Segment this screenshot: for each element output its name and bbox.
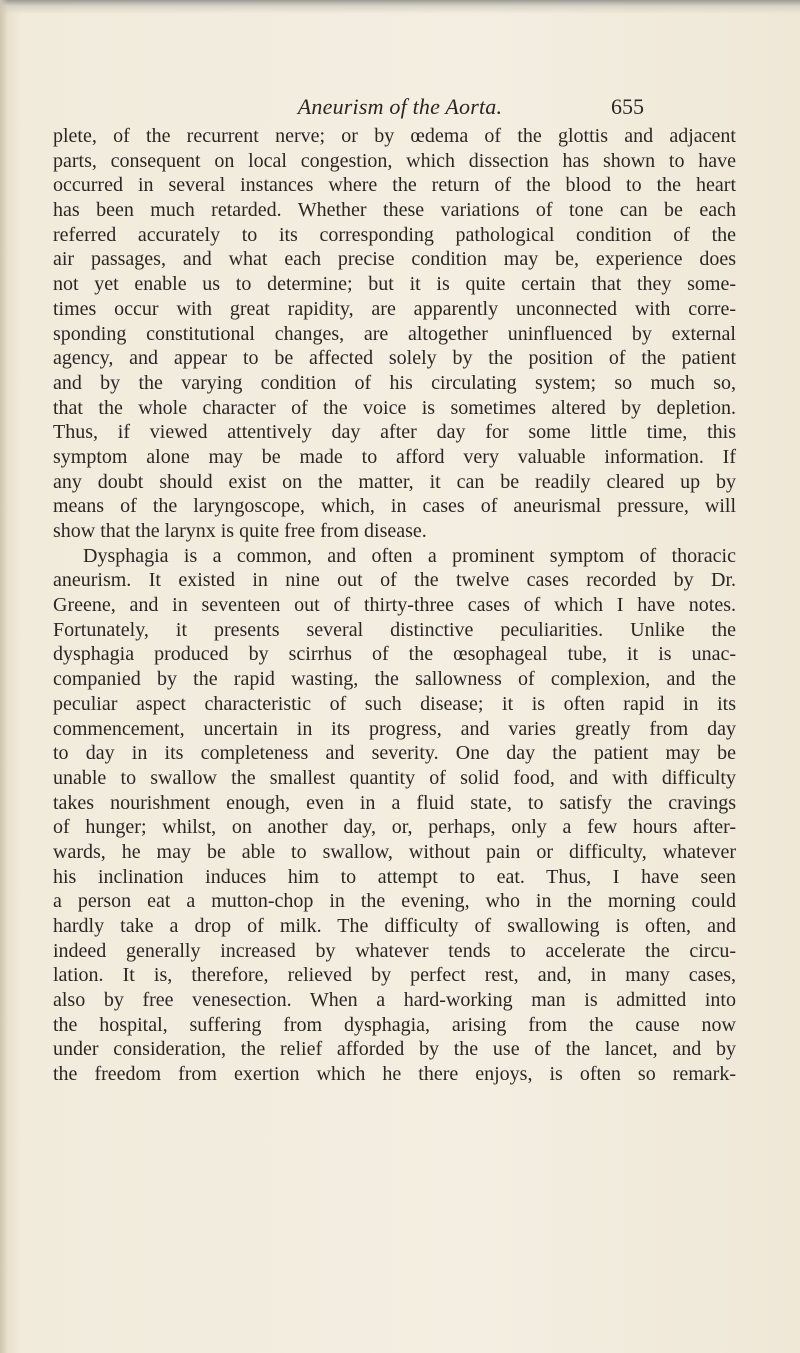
page-top-edge-shadow bbox=[0, 0, 800, 14]
text-line: a person eat a mutton-chop in the evening, who in the morning could bbox=[53, 890, 736, 913]
page-binding-edge bbox=[0, 0, 8, 1353]
text-line: that the whole character of the voice is sometimes altered by depletion. bbox=[53, 396, 736, 419]
text-line: Greene, and in seventeen out of thirty-three cases of which I have notes. bbox=[53, 594, 736, 617]
text-line: Dysphagia is a common, and often a prominent symptom of thoracic bbox=[83, 544, 736, 567]
text-line: his inclination induces him to attempt to eat. Thus, I have seen bbox=[53, 865, 736, 888]
text-line: plete, of the recurrent nerve; or by œdema of the glottis and adjacent bbox=[53, 125, 736, 147]
running-title: Aneurism of the Aorta. bbox=[297, 94, 503, 119]
text-line: companied by the rapid wasting, the sallowness of complexion, and the bbox=[53, 668, 736, 691]
running-head bbox=[0, 94, 800, 124]
text-line: parts, consequent on local congestion, which dissection has shown to have bbox=[53, 149, 736, 172]
text-line: lation. It is, therefore, relieved by perfect rest, and, in many cases, bbox=[53, 964, 736, 987]
text-line: the freedom from exertion which he there enjoys, is often so remark- bbox=[53, 1063, 736, 1086]
text-line: and by the varying condition of his circulating system; so much so, bbox=[53, 371, 736, 394]
text-line: symptom alone may be made to afford very valuable information. If bbox=[53, 445, 736, 468]
text-line: air passages, and what each precise condition may be, experience does bbox=[53, 248, 736, 271]
text-line: of hunger; whilst, on another day, or, perhaps, only a few hours after- bbox=[53, 816, 736, 839]
text-line: indeed generally increased by whatever tends to accelerate the circu- bbox=[53, 939, 736, 962]
text-line: takes nourishment enough, even in a fluid state, to satisfy the cravings bbox=[53, 791, 736, 814]
text-line: Fortunately, it presents several distinctive peculiarities. Unlike the bbox=[53, 618, 736, 641]
text-line: unable to swallow the smallest quantity of solid food, and with difficulty bbox=[53, 766, 736, 789]
text-line: under consideration, the relief afforded by the use of the lancet, and by bbox=[53, 1038, 736, 1061]
text-line: has been much retarded. Whether these variations of tone can be each bbox=[53, 199, 736, 222]
text-line: aneurism. It existed in nine out of the twelve cases recorded by Dr. bbox=[53, 569, 736, 592]
text-line: peculiar aspect characteristic of such disease; it is often rapid in its bbox=[53, 692, 736, 715]
text-line: also by free venesection. When a hard-working man is admitted into bbox=[53, 989, 736, 1012]
body-text bbox=[53, 124, 736, 1087]
text-line: means of the laryngoscope, which, in cases of aneurismal pressure, will bbox=[53, 495, 736, 518]
text-line: referred accurately to its corresponding pathological condition of the bbox=[53, 223, 736, 246]
text-line: sponding constitutional changes, are altogether uninfluenced by external bbox=[53, 322, 736, 345]
text-line: show that the larynx is quite free from disease. bbox=[53, 520, 427, 542]
text-line: to day in its completeness and severity. One day the patient may be bbox=[53, 742, 736, 765]
text-line: any doubt should exist on the matter, it can be readily cleared up by bbox=[53, 470, 736, 493]
text-line: hardly take a drop of milk. The difficulty of swallowing is often, and bbox=[53, 915, 736, 937]
text-line: Thus, if viewed attentively day after day for some little time, this bbox=[53, 421, 736, 444]
text-line: times occur with great rapidity, are apparently unconnected with corre- bbox=[53, 297, 736, 320]
text-line: wards, he may be able to swallow, without pain or difficulty, whatever bbox=[53, 840, 736, 863]
page-number: 655 bbox=[611, 94, 644, 119]
text-line: agency, and appear to be affected solely by the position of the patient bbox=[53, 347, 736, 370]
text-line: commencement, uncertain in its progress, and varies greatly from day bbox=[53, 717, 736, 740]
text-line: occurred in several instances where the return of the blood to the heart bbox=[53, 174, 736, 197]
text-line: the hospital, suffering from dysphagia, arising from the cause now bbox=[53, 1013, 736, 1036]
text-line: dysphagia produced by scirrhus of the œsophageal tube, it is unac- bbox=[53, 643, 736, 666]
text-line: not yet enable us to determine; but it is quite certain that they some- bbox=[53, 273, 736, 296]
